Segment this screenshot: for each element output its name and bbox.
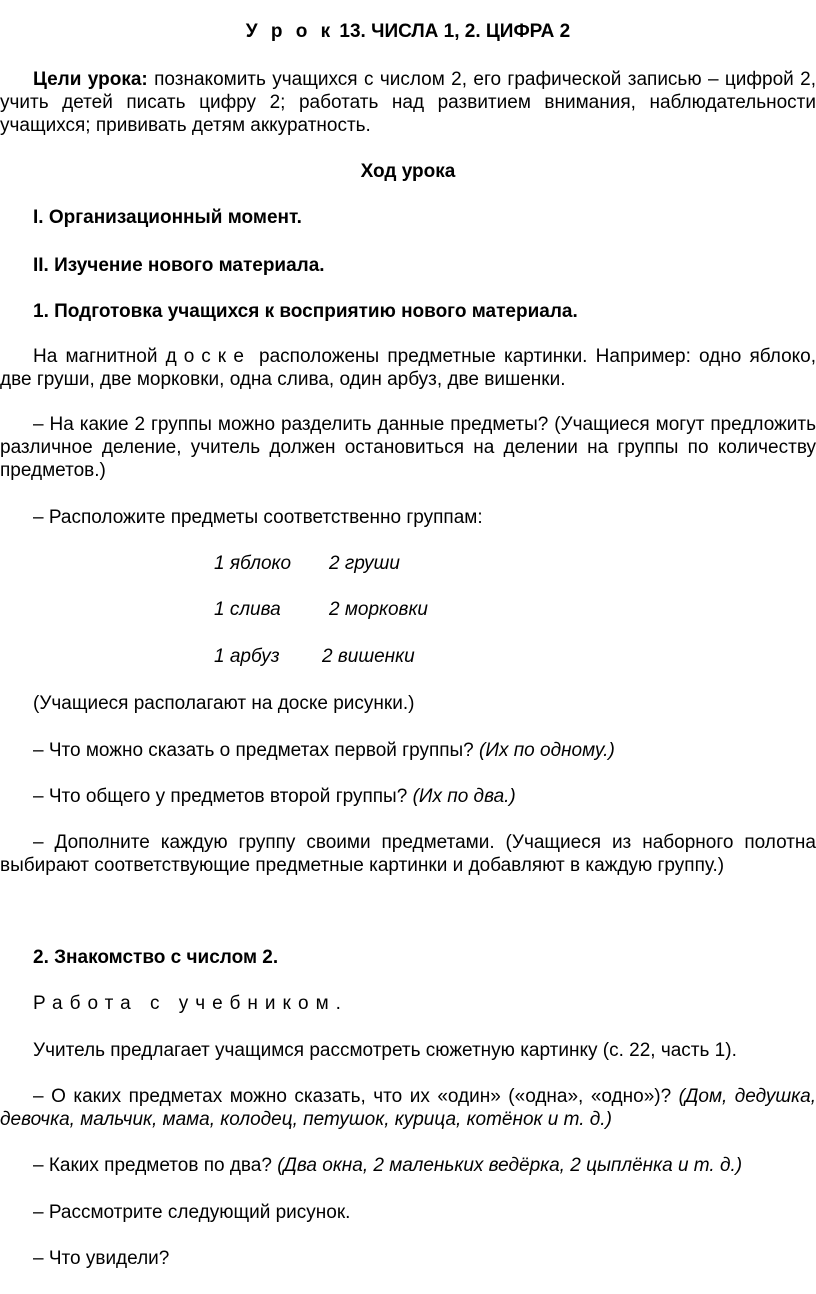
pupils-arrange-note: (Учащиеся располагают на доске рисунки.) <box>33 693 415 714</box>
answer-first-group: (Их по одному.) <box>479 740 615 761</box>
question-one-items <box>0 1085 816 1131</box>
board-line-1: На магнитной доске расположены предметные картинки. Например: одно яблоко, <box>33 346 816 367</box>
group-right-item: 2 вишенки <box>322 646 415 667</box>
board-line-2: две груши, две морковки, одна слива, один арбуз, две вишенки. <box>0 369 566 390</box>
answer-second-group: (Их по два.) <box>412 786 516 807</box>
question-first-group: – Что можно сказать о предметах первой группы? (Их по одному.) <box>33 740 615 761</box>
lesson-title <box>0 20 816 43</box>
groups-question <box>0 413 816 482</box>
textbook-work: Работа с учебником. <box>33 993 348 1014</box>
goals-line-1: Цели урока: познакомить учащихся с числом 2, его графической записью – цифрой 2, <box>33 69 816 90</box>
question-second-group: – Что общего у предметов второй группы? (Их по два.) <box>33 786 516 807</box>
supplement-paragraph <box>0 831 816 877</box>
goals-line-3: учащихся; прививать детям аккуратность. <box>0 115 371 136</box>
goals-label: Цели урока: <box>33 69 148 90</box>
goals-line-2: учить детей писать цифру 2; работать над развитием внимания, наблюдательности <box>0 92 816 113</box>
group-left-item: 1 арбуз <box>214 646 280 667</box>
supplement-line-2: выбирают соответствующие предметные картинки и добавляют в каждую группу.) <box>0 855 725 876</box>
board-paragraph <box>0 345 816 391</box>
group-right-item: 2 морковки <box>329 599 428 620</box>
group-left-item: 1 яблоко <box>214 553 292 574</box>
group-right-item: 2 груши <box>329 553 400 574</box>
subsection-preparation: 1. Подготовка учащихся к восприятию нового материала. <box>33 301 578 322</box>
section-new-material: II. Изучение нового материала. <box>33 255 325 276</box>
question-one-line-1: – О каких предметах можно сказать, что их «один» («одна», «одно»)? (Дом, дедушка, <box>33 1086 816 1107</box>
board-spaced-word: доске <box>165 346 251 367</box>
lesson-goals <box>0 68 816 137</box>
look-picture-instruction: – Рассмотрите следующий рисунок. <box>33 1202 351 1223</box>
course-heading: Ход урока <box>360 161 456 182</box>
groups-question-line-3: предметов.) <box>0 460 106 481</box>
arrange-instruction: – Расположите предметы соответственно группам: <box>33 507 483 528</box>
question-two-items: – Каких предметов по два? (Два окна, 2 маленьких ведёрка, 2 цыплёнка и т. д.) <box>33 1155 743 1176</box>
lesson-title-prefix: У р о к <box>245 21 335 42</box>
teacher-offers: Учитель предлагает учащимся рассмотреть сюжетную картинку (с. 22, часть 1). <box>33 1040 737 1061</box>
what-seen-question: – Что увидели? <box>33 1248 170 1269</box>
group-left-item: 1 слива <box>214 599 281 620</box>
supplement-line-1: – Дополните каждую группу своими предметами. (Учащиеся из наборного полотна <box>33 832 816 853</box>
subsection-number-two: 2. Знакомство с числом 2. <box>33 947 279 968</box>
groups-question-line-1: – На какие 2 группы можно разделить данные предметы? (Учащиеся могут предложить <box>33 414 816 435</box>
section-organizational: I. Организационный момент. <box>33 207 302 228</box>
answer-two-items: (Два окна, 2 маленьких ведёрка, 2 цыплёнка и т. д.) <box>277 1155 743 1176</box>
groups-question-line-2: различное деление, учитель должен остановиться на делении на группы по количеству <box>0 437 816 458</box>
lesson-title-rest: 13. ЧИСЛА 1, 2. ЦИФРА 2 <box>334 21 571 42</box>
question-one-line-2: девочка, мальчик, мама, колодец, петушок, курица, котёнок и т. д.) <box>0 1109 612 1130</box>
